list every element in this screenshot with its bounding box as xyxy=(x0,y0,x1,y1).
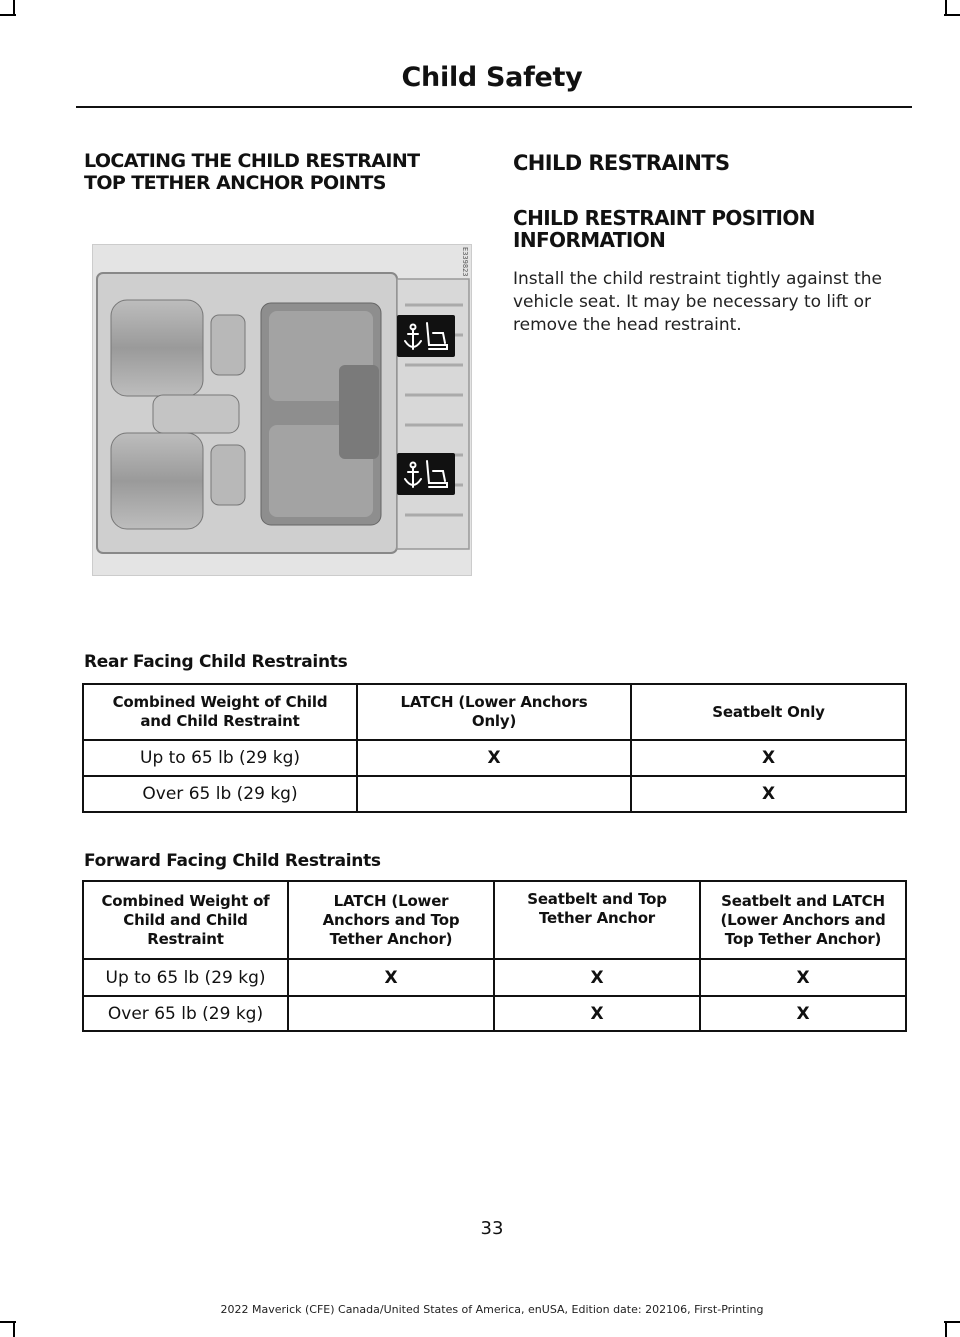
table-row xyxy=(83,740,906,776)
seatbelt-tether-cell: X xyxy=(494,959,700,996)
anchor-seat-icon xyxy=(397,453,455,495)
weight-cell: Up to 65 lb (29 kg) xyxy=(83,740,357,776)
column-header: Seatbelt and Top Tether Anchor xyxy=(494,881,700,959)
body-line: vehicle seat. It may be necessary to lift or xyxy=(513,292,872,312)
crop-mark xyxy=(0,1321,16,1323)
column-header: Combined Weight of Child and Child Restraint xyxy=(83,881,288,959)
latch-tether-cell xyxy=(288,996,494,1031)
table-row xyxy=(83,996,906,1031)
table-header-row xyxy=(83,684,906,740)
vehicle-top-view-figure xyxy=(92,244,472,576)
crop-mark xyxy=(13,1321,15,1337)
rear-facing-table-title: Rear Facing Child Restraints xyxy=(84,652,348,672)
vehicle-illustration xyxy=(93,245,471,575)
latch-cell xyxy=(357,776,631,812)
latch-cell: X xyxy=(357,740,631,776)
section-heading-anchor-points xyxy=(84,150,484,194)
weight-cell: Up to 65 lb (29 kg) xyxy=(83,959,288,996)
edition-footer: 2022 Maverick (CFE) Canada/United States of America, enUSA, Edition date: 202106, First-Printing xyxy=(220,1303,764,1316)
forward-facing-table xyxy=(82,880,907,1032)
seatbelt-tether-cell: X xyxy=(494,996,700,1031)
subheading-position-information xyxy=(513,207,913,251)
page-number: 33 xyxy=(480,1218,504,1239)
crop-mark xyxy=(944,14,960,16)
install-instructions xyxy=(513,268,913,337)
rear-facing-table xyxy=(82,683,907,813)
heading-line: TOP TETHER ANCHOR POINTS xyxy=(84,172,386,194)
seatbelt-latch-cell: X xyxy=(700,959,906,996)
anchor-seat-icon xyxy=(397,315,455,357)
figure-code: E339823 xyxy=(461,247,469,277)
body-line: remove the head restraint. xyxy=(513,315,742,335)
table-row xyxy=(83,776,906,812)
crop-mark xyxy=(945,1321,947,1337)
column-header: LATCH (Lower Anchors Only) xyxy=(357,684,631,740)
subheading-line: INFORMATION xyxy=(513,228,666,252)
column-header: Seatbelt and LATCH (Lower Anchors and Top Tether Anchor) xyxy=(700,881,906,959)
seatbelt-cell: X xyxy=(631,740,906,776)
column-header: Combined Weight of Child and Child Restraint xyxy=(83,684,357,740)
subheading-line: CHILD RESTRAINT POSITION xyxy=(513,206,815,230)
page-header-title: Child Safety xyxy=(401,62,583,93)
column-header: Seatbelt Only xyxy=(631,684,906,740)
column-header: LATCH (Lower Anchors and Top Tether Anchor) xyxy=(288,881,494,959)
body-line: Install the child restraint tightly against the xyxy=(513,269,882,289)
latch-tether-cell: X xyxy=(288,959,494,996)
weight-cell: Over 65 lb (29 kg) xyxy=(83,776,357,812)
heading-line: LOCATING THE CHILD RESTRAINT xyxy=(84,150,420,172)
weight-cell: Over 65 lb (29 kg) xyxy=(83,996,288,1031)
forward-facing-table-title: Forward Facing Child Restraints xyxy=(84,851,381,871)
table-row xyxy=(83,959,906,996)
section-heading-child-restraints: CHILD RESTRAINTS xyxy=(513,151,730,175)
seatbelt-cell: X xyxy=(631,776,906,812)
crop-mark xyxy=(0,14,16,16)
table-header-row xyxy=(83,881,906,959)
seatbelt-latch-cell: X xyxy=(700,996,906,1031)
header-rule xyxy=(76,106,912,108)
crop-mark xyxy=(944,1321,960,1323)
